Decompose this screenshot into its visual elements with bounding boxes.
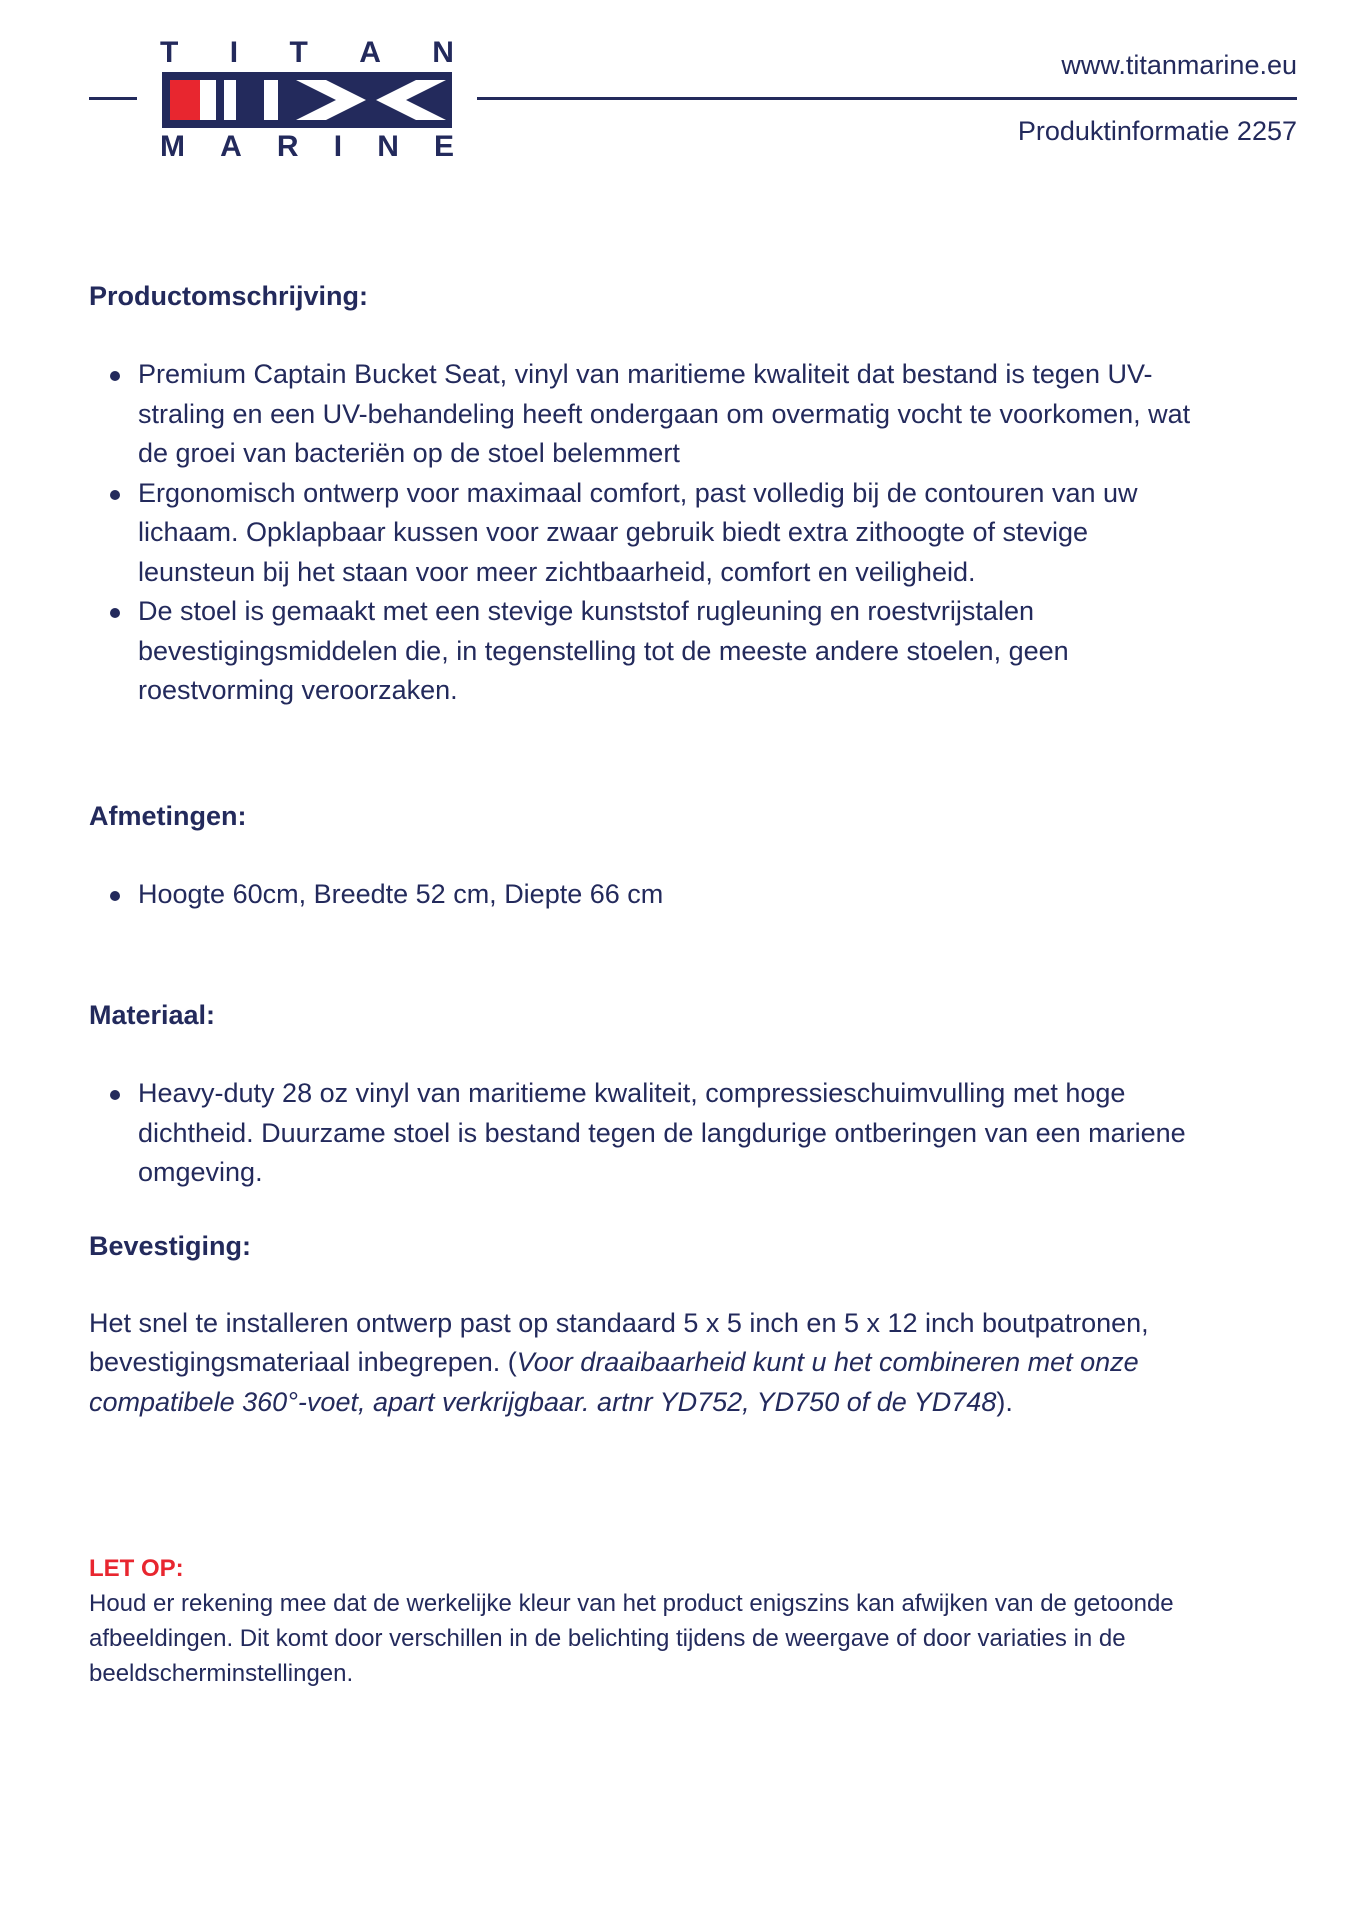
document-body	[89, 276, 1199, 1691]
list-item: Heavy-duty 28 oz vinyl van maritieme kwaliteit, compressieschuimvulling met hoge dichtheid. Duurzame stoel is bestand tegen de langdurige ontberingen van een mariene omgeving.	[89, 1074, 1199, 1193]
section-description	[89, 276, 1199, 711]
logo-wordmark-titan	[160, 38, 454, 68]
logo-letter: T	[160, 36, 179, 69]
mounting-text: Het snel te installeren ontwerp past op standaard 5 x 5 inch en 5 x 12 inch boutpatronen, bevestigingsmateriaal inbegrepen. (	[89, 1307, 1149, 1377]
section-title: Afmetingen:	[89, 800, 247, 831]
list-item: Ergonomisch ontwerp voor maximaal comfort, past volledig bij de contouren van uw lichaam. Opklapbaar kussen voor zwaar gebruik biedt extra zithoogte of stevige leunsteun bij het staan voor meer zichtbaarheid, comfort en veiligheid.	[89, 474, 1199, 593]
logo-letter: M	[160, 130, 185, 163]
logo-letter: A	[359, 36, 381, 69]
logo-letter: I	[229, 36, 239, 69]
section-title: Bevestiging:	[89, 1230, 252, 1261]
list-item: De stoel is gemaakt met een stevige kunststof rugleuning en roestvrijstalen bevestigingsmiddelen die, in tegenstelling tot de meeste andere stoelen, geen roestvorming veroorzaken.	[89, 592, 1199, 711]
mounting-paragraph	[89, 1304, 1199, 1423]
mounting-text-end: ).	[996, 1386, 1013, 1417]
logo-letter: A	[220, 130, 242, 163]
bullet-list	[89, 1074, 1199, 1193]
list-item: Hoogte 60cm, Breedte 52 cm, Diepte 66 cm	[89, 875, 1199, 915]
section-mounting	[89, 1226, 1199, 1423]
logo-letter: N	[432, 36, 454, 69]
logo-letter: N	[377, 130, 399, 163]
mounting-text-italic: Voor draaibaarheid kunt u het combineren met onze compatibele 360°-voet, apart verkrijgbaar. artnr YD752, YD750 of de YD748	[89, 1347, 1139, 1417]
logo-wordmark-marine	[160, 132, 454, 162]
logo-letter: E	[433, 130, 454, 163]
section-material	[89, 995, 1199, 1193]
section-title: Materiaal:	[89, 1000, 216, 1030]
logo-letter: R	[276, 130, 299, 163]
bullet-list	[89, 355, 1199, 711]
logo-letter: I	[333, 130, 343, 163]
header-rule-left	[89, 97, 137, 100]
titan-marine-logo	[160, 36, 454, 163]
note-body: Houd er rekening mee dat de werkelijke kleur van het product enigszins kan afwijken van de getoonde afbeeldingen. Dit komt door verschillen in de belichting tijdens de weergave of door variaties in de beeldscherminstellingen.	[89, 1590, 1174, 1687]
section-title: Productomschrijving:	[89, 281, 369, 311]
note-title: LET OP:	[89, 1555, 184, 1582]
list-item: Premium Captain Bucket Seat, vinyl van maritieme kwaliteit dat bestand is tegen UV-straling en een UV-behandeling heeft ondergaan om overmatig vocht te voorkomen, wat de groei van bacteriën op de stoel belemmert	[89, 355, 1199, 474]
section-note	[89, 1552, 1199, 1691]
section-dimensions	[89, 796, 1199, 915]
header-rule-right	[477, 97, 1297, 100]
website-link[interactable]: www.titanmarine.eu	[1061, 50, 1297, 80]
bullet-list	[89, 875, 1199, 915]
document-reference: Produktinformatie 2257	[1017, 116, 1297, 146]
logo-flag-icon	[162, 72, 452, 128]
logo-letter: T	[289, 36, 308, 69]
